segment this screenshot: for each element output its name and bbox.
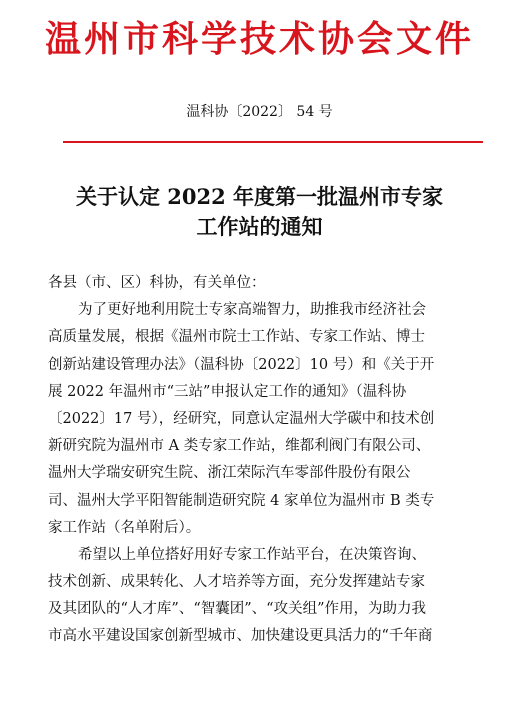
body-line: 及其团队的“人才库”、“智囊团”、“攻关组”作用，为助力我	[48, 601, 426, 618]
red-divider-rule	[63, 141, 483, 143]
masthead-title: 温州市科学技术协会文件	[44, 19, 474, 60]
body-line: 市高水平建设国家创新型城市、加快建设更具活力的“千年商	[48, 628, 433, 645]
notice-body	[48, 270, 488, 651]
salutation-line: 各县（市、区）科协，有关单位：	[48, 275, 266, 291]
notice-title	[0, 182, 519, 242]
notice-title-line-1: 关于认定 2022 年度第一批温州市专家	[75, 184, 444, 209]
body-line: 司、温州大学平阳智能制造研究院 4 家单位为温州市 B 类专	[48, 492, 435, 509]
body-line: 高质量发展，根据《温州市院士工作站、专家工作站、博士	[48, 329, 425, 346]
body-line: 希望以上单位搭好用好专家工作站平台，在决策咨询、	[78, 546, 426, 563]
body-line: 展 2022 年温州市“三站”申报认定工作的通知》（温科协	[48, 383, 407, 400]
body-line: 家工作站（名单附后）。	[48, 519, 201, 536]
notice-title-line-2: 工作站的通知	[196, 214, 323, 239]
body-line: 技术创新、成果转化、人才培养等方面，充分发挥建站专家	[48, 574, 425, 591]
body-line: 新研究院为温州市 A 类专家工作站，维都利阀门有限公司、	[48, 438, 431, 455]
document-number: 温科协〔2022〕 54 号	[186, 104, 333, 120]
body-line: 〔2022〕17 号），经研究，同意认定温州大学碳中和技术创	[48, 410, 435, 427]
body-line: 温州大学瑞安研究生院、浙江荣际汽车零部件股份有限公	[48, 465, 411, 482]
body-line: 为了更好地利用院士专家高端智力，助推我市经济社会	[78, 302, 426, 319]
body-line: 创新站建设管理办法》（温科协〔2022〕10 号）和《关于开	[48, 356, 435, 373]
